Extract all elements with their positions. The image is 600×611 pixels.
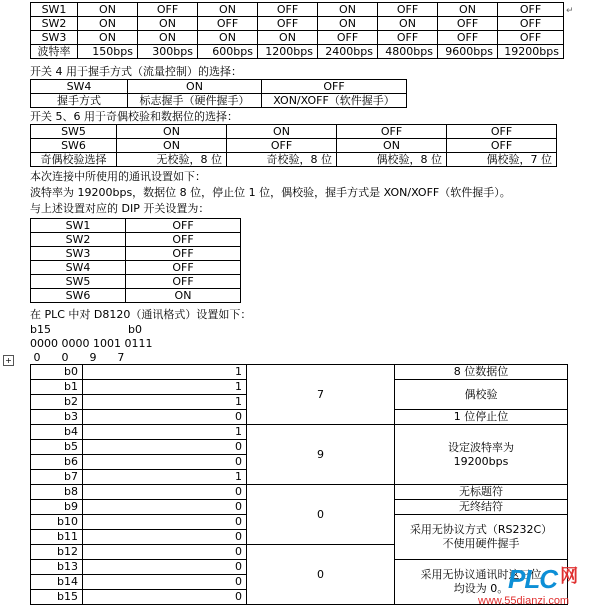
sw56-caption: 开关 5、6 用于奇偶校验和数据位的选择：	[30, 110, 238, 123]
table-cell: SW1	[31, 219, 126, 233]
bit-value: 1	[83, 380, 247, 395]
table-cell: SW3	[31, 247, 126, 261]
settings-intro: 本次连接中所使用的通讯设置如下：	[30, 170, 206, 183]
site-url: www.55dianzi.com	[478, 595, 570, 607]
table-cell: ON	[138, 31, 198, 45]
site-logo	[508, 562, 578, 596]
table-row	[31, 289, 241, 303]
table-cell: OFF	[198, 17, 258, 31]
bit-name: b14	[31, 575, 83, 590]
table-cell: OFF	[438, 17, 498, 31]
hex-group-cell: 7	[247, 365, 395, 425]
table-move-handle-icon[interactable]: +	[3, 355, 14, 366]
bit-description	[395, 425, 568, 485]
table-cell: OFF	[498, 3, 564, 17]
hex-value: 0 0 9 7	[30, 351, 125, 364]
table-cell: OFF	[498, 31, 564, 45]
bit-value: 1	[83, 470, 247, 485]
table-cell: OFF	[438, 31, 498, 45]
bit-value: 1	[83, 395, 247, 410]
bit-value: 0	[83, 440, 247, 455]
bit-name: b6	[31, 455, 83, 470]
table-row	[31, 17, 564, 31]
table-cell: 偶校验，7 位	[447, 153, 557, 167]
table-row	[31, 247, 241, 261]
hex-group-cell: 0	[247, 545, 395, 605]
table-cell: ON	[126, 289, 241, 303]
table-row	[31, 485, 568, 500]
table-cell: 150bps	[78, 45, 138, 59]
table-cell: 无校验，8 位	[117, 153, 227, 167]
bit-value: 1	[83, 365, 247, 380]
table-cell: 偶校验，8 位	[337, 153, 447, 167]
bit-value: 0	[83, 530, 247, 545]
bit-description-line: 均设为 0。	[453, 582, 509, 595]
table-cell: ON	[337, 139, 447, 153]
binary-value: 0000 0000 1001 0111	[30, 337, 153, 350]
bit-name: b15	[31, 590, 83, 605]
table-row	[31, 219, 241, 233]
table-cell: OFF	[138, 3, 198, 17]
bit-name: b1	[31, 380, 83, 395]
bit-description: 1 位停止位	[395, 410, 568, 425]
bit-description: 无终结符	[395, 500, 568, 515]
table-cell: OFF	[447, 125, 557, 139]
hex-group-cell: 0	[247, 485, 395, 545]
table-cell: OFF	[258, 17, 318, 31]
table-cell: ON	[258, 31, 318, 45]
d8120-bit-table	[30, 364, 568, 605]
bit-name: b7	[31, 470, 83, 485]
bit-value: 0	[83, 575, 247, 590]
table-cell: OFF	[318, 31, 378, 45]
table-cell: 19200bps	[498, 45, 564, 59]
table-cell: ON	[318, 17, 378, 31]
bit-label-b15: b15	[30, 323, 51, 336]
table-cell: SW2	[31, 233, 126, 247]
bit-value: 0	[83, 500, 247, 515]
bit-value: 0	[83, 560, 247, 575]
bit-description-line: 采用无协议通讯时这三位	[420, 568, 542, 581]
bit-value: 0	[83, 455, 247, 470]
bit-description: 无标题符	[395, 485, 568, 500]
table-cell: ON	[117, 125, 227, 139]
bit-value: 1	[83, 425, 247, 440]
bit-name: b4	[31, 425, 83, 440]
table-cell: SW6	[31, 139, 117, 153]
table-row	[31, 425, 568, 440]
table-cell: 4800bps	[378, 45, 438, 59]
table-cell: ON	[78, 17, 138, 31]
bit-name: b8	[31, 485, 83, 500]
table-cell: ON	[128, 80, 262, 94]
table-cell: 600bps	[198, 45, 258, 59]
table-cell: SW6	[31, 289, 126, 303]
table-cell: ON	[198, 31, 258, 45]
table-row	[31, 365, 568, 380]
bit-description-line: 不使用硬件握手	[442, 537, 520, 550]
logo-wang-text: 网	[560, 566, 579, 586]
bit-value: 0	[83, 410, 247, 425]
table-cell: XON/XOFF（软件握手）	[262, 94, 407, 108]
table-cell: SW5	[31, 275, 126, 289]
table-row	[31, 45, 564, 59]
bit-description-line: 采用无协议方式（RS232C）	[409, 523, 553, 536]
bit-description-line: 19200bps	[453, 454, 509, 468]
bit-name: b9	[31, 500, 83, 515]
dip-switch-table	[30, 218, 241, 303]
table-row	[31, 31, 564, 45]
table-cell: ON	[438, 3, 498, 17]
table-cell: 奇偶校验选择	[31, 153, 117, 167]
bit-value: 0	[83, 485, 247, 500]
plc-caption: 在 PLC 中对 D8120（通讯格式）设置如下：	[30, 308, 252, 321]
table-cell: OFF	[262, 80, 407, 94]
table-cell: OFF	[378, 31, 438, 45]
bit-name: b12	[31, 545, 83, 560]
table-row	[31, 153, 557, 167]
bit-name: b2	[31, 395, 83, 410]
table-cell: SW3	[31, 31, 78, 45]
bit-name: b10	[31, 515, 83, 530]
bit-name: b11	[31, 530, 83, 545]
bit-description	[395, 515, 568, 560]
table-row	[31, 94, 407, 108]
table-cell: ON	[318, 3, 378, 17]
bit-name: b5	[31, 440, 83, 455]
table-cell: ON	[198, 3, 258, 17]
bit-description: 偶校验	[395, 380, 568, 410]
settings-detail: 波特率为 19200bps，数据位 8 位，停止位 1 位，偶校验，握手方式是 XON/XOFF（软件握手）。	[30, 186, 511, 199]
table-cell: SW4	[31, 261, 126, 275]
parity-table	[30, 124, 557, 167]
table-cell: SW1	[31, 3, 78, 17]
table-cell: SW4	[31, 80, 128, 94]
table-cell: OFF	[126, 219, 241, 233]
table-cell: 9600bps	[438, 45, 498, 59]
table-cell: ON	[227, 125, 337, 139]
dip-caption: 与上述设置对应的 DIP 开关设置为：	[30, 202, 210, 215]
table-row	[31, 3, 564, 17]
bit-value: 0	[83, 545, 247, 560]
table-cell: ON	[78, 3, 138, 17]
table-cell: OFF	[227, 139, 337, 153]
bit-label-b0: b0	[128, 323, 142, 336]
table-cell: ON	[138, 17, 198, 31]
table-cell: OFF	[258, 3, 318, 17]
paragraph-mark: ↵	[566, 6, 574, 16]
hex-group-cell: 9	[247, 425, 395, 485]
table-cell: OFF	[126, 233, 241, 247]
baud-rate-table	[30, 2, 564, 59]
table-cell: OFF	[378, 3, 438, 17]
table-cell: OFF	[337, 125, 447, 139]
table-row	[31, 139, 557, 153]
table-cell: 奇校验，8 位	[227, 153, 337, 167]
table-cell: 标志握手（硬件握手）	[128, 94, 262, 108]
table-cell: OFF	[447, 139, 557, 153]
table-cell: ON	[78, 31, 138, 45]
handshake-table	[30, 79, 407, 108]
table-cell: 300bps	[138, 45, 198, 59]
table-cell: ON	[117, 139, 227, 153]
table-row	[31, 261, 241, 275]
bit-name: b3	[31, 410, 83, 425]
sw4-caption: 开关 4 用于握手方式（流量控制）的选择：	[30, 65, 242, 78]
table-cell: ON	[378, 17, 438, 31]
bit-value: 0	[83, 590, 247, 605]
table-row	[31, 80, 407, 94]
table-cell: OFF	[126, 275, 241, 289]
table-cell: 波特率	[31, 45, 78, 59]
bit-name: b0	[31, 365, 83, 380]
bit-description: 8 位数据位	[395, 365, 568, 380]
bit-description-line: 设定波特率为	[448, 440, 514, 454]
table-cell: OFF	[126, 261, 241, 275]
table-cell: SW5	[31, 125, 117, 139]
logo-plc-text: PLC	[508, 564, 557, 594]
table-row	[31, 275, 241, 289]
table-cell: OFF	[126, 247, 241, 261]
table-cell: 握手方式	[31, 94, 128, 108]
table-cell: SW2	[31, 17, 78, 31]
table-cell: 1200bps	[258, 45, 318, 59]
bit-name: b13	[31, 560, 83, 575]
table-cell: 2400bps	[318, 45, 378, 59]
table-row	[31, 233, 241, 247]
table-cell: OFF	[498, 17, 564, 31]
table-row	[31, 125, 557, 139]
bit-value: 0	[83, 515, 247, 530]
